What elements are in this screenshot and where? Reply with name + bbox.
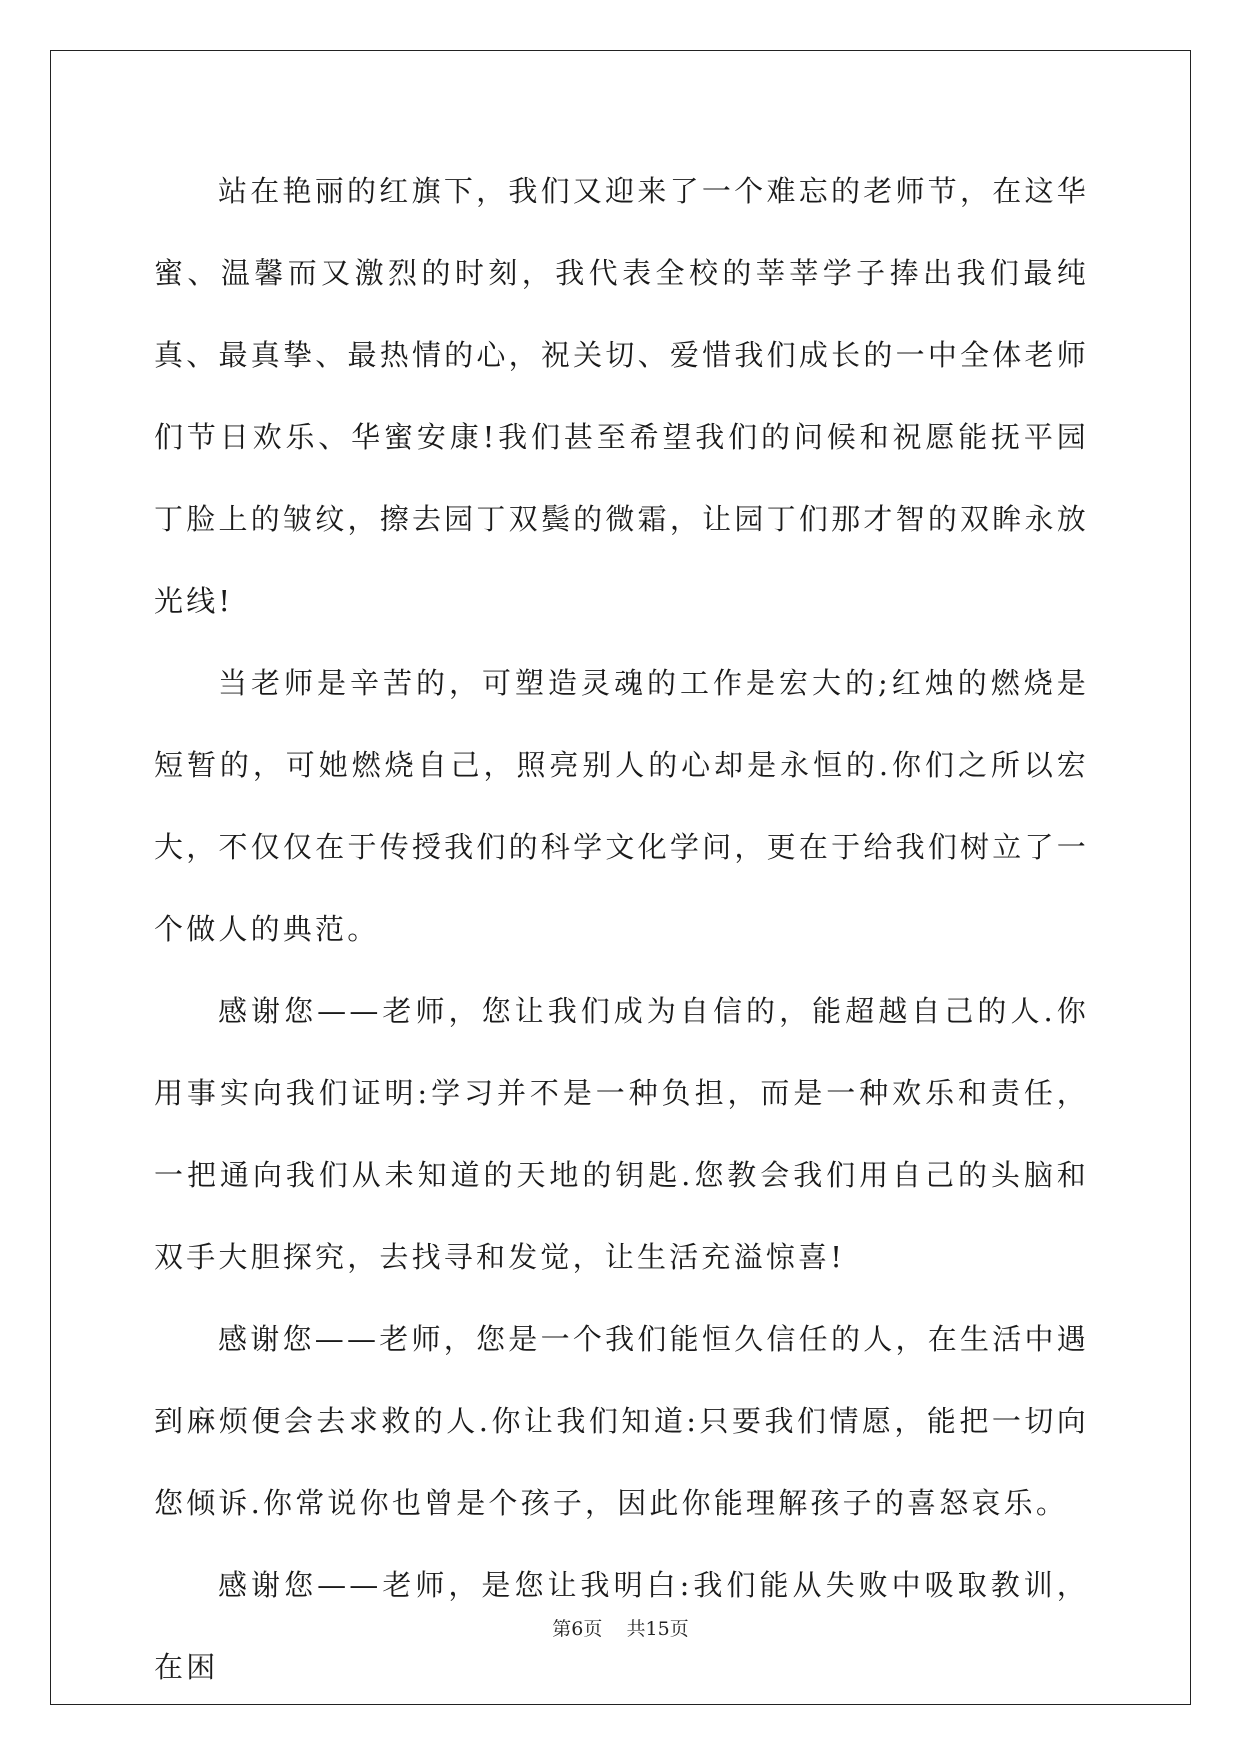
paragraph: 感谢您——老师，您是一个我们能恒久信任的人，在生活中遇到麻烦便会去求救的人.你让我们知道:只要我们情愿，能把一切向您倾诉.你常说你也曾是个孩子，因此你能理解孩子的喜怒哀乐。: [154, 1322, 1089, 1520]
paragraph: 感谢您——老师，是您让我明白:我们能从失败中吸取教训，在困: [154, 1568, 1089, 1684]
page-total: 共15页: [626, 1618, 689, 1640]
paragraph: 站在艳丽的红旗下，我们又迎来了一个难忘的老师节，在这华蜜、温馨而又激烈的时刻，我代表全校的莘莘学子捧出我们最纯真、最真挚、最热情的心，祝关切、爱惜我们成长的一中全体老师们节日欢乐、华蜜安康!我们甚至希望我们的问候和祝愿能抚平园丁脸上的皱纹，擦去园丁双鬓的微霜，让园丁们那才智的双眸永放光线!: [154, 174, 1089, 618]
paragraph: 感谢您——老师，您让我们成为自信的，能超越自己的人.你用事实向我们证明:学习并不是一种负担，而是一种欢乐和责任，一把通向我们从未知道的天地的钥匙.您教会我们用自己的头脑和双手大胆探究，去找寻和发觉，让生活充溢惊喜!: [154, 994, 1089, 1274]
page-footer: [0, 1614, 1241, 1641]
paragraph: 当老师是辛苦的，可塑造灵魂的工作是宏大的;红烛的燃烧是短暂的，可她燃烧自己，照亮别人的心却是永恒的.你们之所以宏大，不仅仅在于传授我们的科学文化学问，更在于给我们树立了一个做人的典范。: [154, 666, 1089, 946]
document-body: [154, 150, 1089, 1708]
page-number: 第6页: [552, 1618, 603, 1640]
